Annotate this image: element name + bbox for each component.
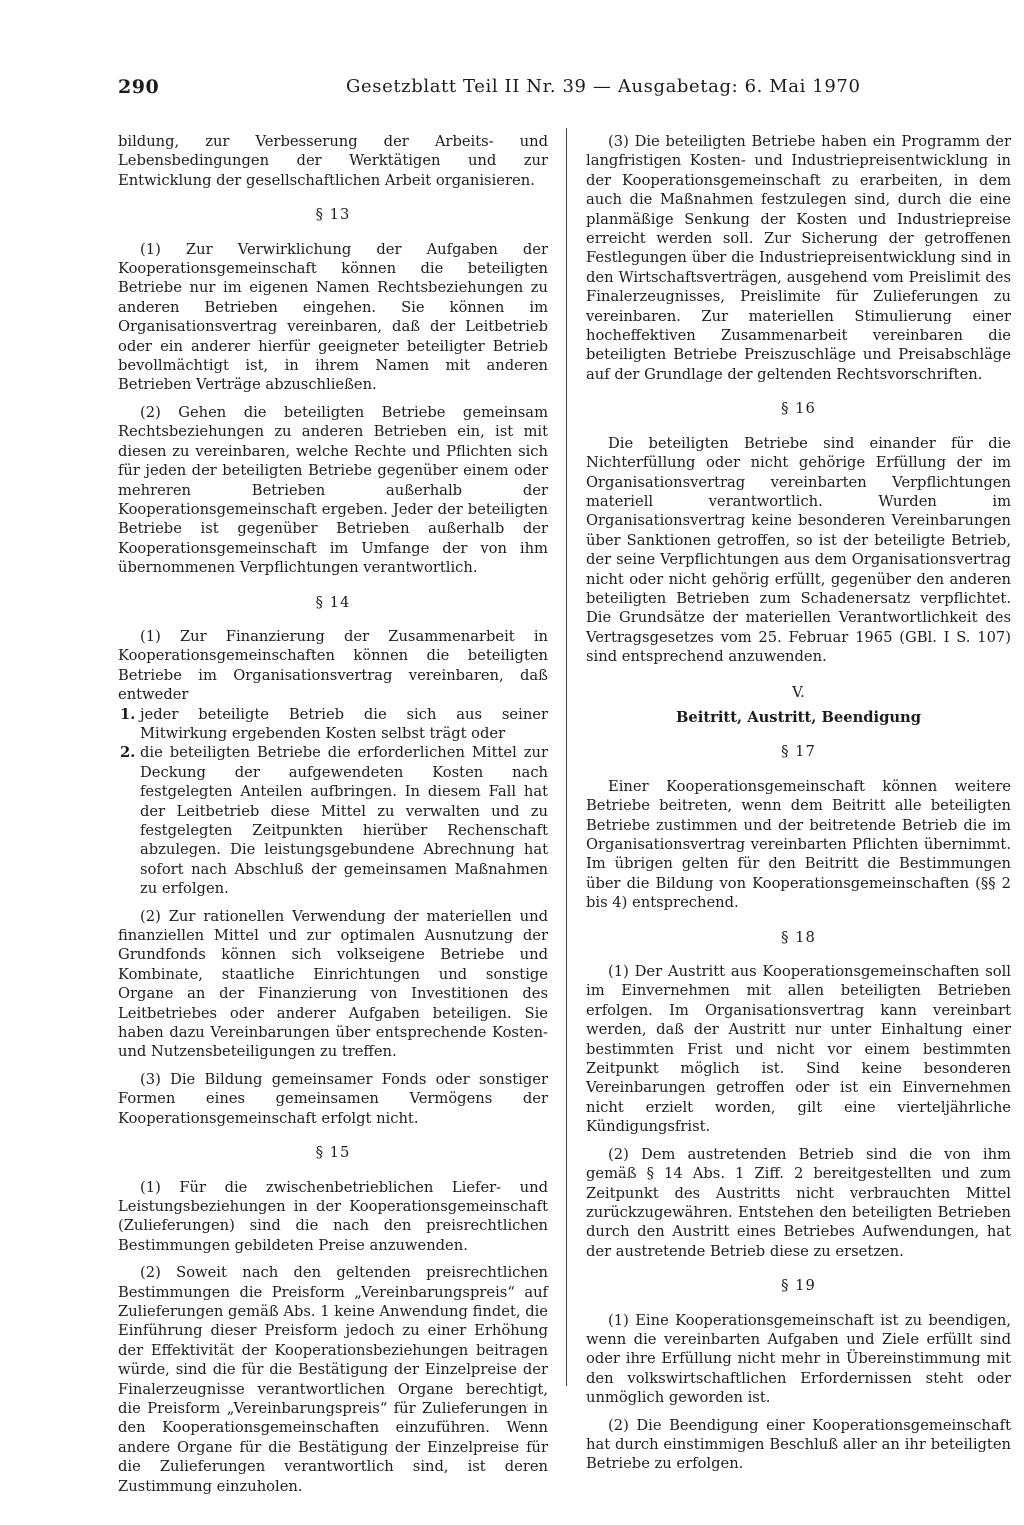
section-14-paragraph-1: (1) Zur Finanzierung der Zusammenarbeit in Kooperationsgemeinschaften können die beteiligten Betriebe im Organisationsvertrag vereinbaren, daß entweder (118, 627, 548, 704)
section-15-title: § 15 (315, 1144, 351, 1162)
section-16-title: § 16 (781, 400, 816, 418)
section-18-paragraph-2: (2) Dem austretenden Betrieb sind die von ihm gemäß § 14 Abs. 1 Ziff. 2 bereitgestellten und zum Zeitpunkt des Austritts nicht verbrauchten Mittel zurückzugewähren. Entstehen den beteiligten Betrieben durch den Austritt eines Betriebes Aufwendungen, hat der austretende Betrieb diese zu ersetzen. (586, 1145, 1011, 1260)
section-15-paragraph-1: (1) Für die zwischenbetrieblichen Liefer- und Leistungsbeziehungen in der Kooperationsgemeinschaft (Zulieferungen) sind die nach den preisrechtlichen Bestimmungen gebildeten Preise anzuwenden. (118, 1178, 548, 1254)
list-item-text: die beteiligten Betriebe die erforderlichen Mittel zur Deckung der aufgewendeten Kosten nach festgelegten Anteilen aufbringen. In diesem Fall hat der Leitbetrieb diese Mittel zu verwalten und zu festgelegten Zeitpunkten hierüber Rechenschaft abzulegen. Die leistungsgebundene Abrechnung hat sofort nach Abschluß der gemeinsamen Maßnahmen zu erfolgen. (140, 744, 548, 898)
column-divider (566, 128, 567, 1386)
page-number: 290 (118, 76, 160, 98)
list-item-text: jeder beteiligte Betrieb die sich aus seiner Mitwirkung ergebenden Kosten selbst trägt oder (140, 705, 548, 742)
chapter-title: Beitritt, Austritt, Beendigung (675, 708, 921, 726)
section-18-paragraph-1: (1) Der Austritt aus Kooperationsgemeinschaften soll im Einvernehmen mit allen beteiligten Betrieben erfolgen. Im Organisationsvertrag kann vereinbart werden, daß der Austritt nur unter Einhaltung einer bestimmten Frist und nicht vor einem bestimmten Zeitpunkt möglich ist. Sind keine besonderen Vereinbarungen getroffen oder ist ein Einvernehmen nicht erzielt worden, gilt eine vierteljährliche Kündigungsfrist. (586, 963, 1011, 1136)
section-14-paragraph-2: (2) Zur rationellen Verwendung der materiellen und finanziellen Mittel und zur optimalen Ausnutzung der Grundfonds können sich volkseigene Betriebe und Kombinate, staatliche Einrichtungen und sonstige Organe an der Finanzierung von Investitionen des Leitbetriebes oder anderer Aufgaben beteiligen. Sie haben dazu Vereinbarungen über entsprechende Kosten- und Nutzensbeteiligungen zu treffen. (118, 907, 548, 1061)
page-header (118, 76, 1018, 106)
section-19-paragraph-1: (1) Eine Kooperationsgemeinschaft ist zu beendigen, wenn die vereinbarten Aufgaben und Ziele erfüllt sind oder ihre Erfüllung nicht mehr in Übereinstimmung mit den volkswirtschaftlichen Erfordernissen steht oder unmöglich geworden ist. (586, 1311, 1011, 1407)
section-14-paragraph-3: (3) Die Bildung gemeinsamer Fonds oder sonstiger Formen eines gemeinsamen Vermögens der Kooperationsgemeinschaft erfolgt nicht. (118, 1070, 548, 1127)
chapter-numeral: V. (792, 683, 805, 701)
section-13-title: § 13 (315, 206, 351, 224)
list-item (118, 743, 548, 898)
section-17-title: § 17 (781, 743, 816, 761)
list-item-number: 2. (120, 744, 136, 762)
section-18-title: § 18 (781, 928, 816, 946)
section-13-paragraph-2: (2) Gehen die beteiligten Betriebe gemeinsam Rechtsbeziehungen zu anderen Betrieben ein, ist mit diesen zu vereinbaren, welche Rechte und Pflichten sich für jeden der beteiligten Betriebe gegenüber einem oder mehreren Betrieben außerhalb der Kooperationsgemeinschaft ergeben. Jeder der beteiligten Betriebe ist gegenüber Betrieben außerhalb der Kooperationsgemeinschaft im Umfange der von ihm übernommenen Verpflichtungen verantwortlich. (118, 403, 548, 577)
intro-paragraph: bildung, zur Verbesserung der Arbeits- und Lebensbedingungen der Werktätigen und zur Entwicklung der gesellschaftlichen Arbeit organisieren. (118, 133, 548, 189)
section-13-paragraph-1: (1) Zur Verwirklichung der Aufgaben der Kooperationsgemeinschaft können die beteiligten Betriebe nur im eigenen Namen Rechtsbeziehungen zu anderen Betrieben eingehen. Sie können im Organisationsvertrag vereinbaren, daß der Leitbetrieb oder ein anderer hierfür geeigneter beteiligter Betrieb bevollmächtigt ist, in ihrem Namen mit anderen Betrieben Verträge abzuschließen. (118, 240, 548, 394)
section-14-title: § 14 (315, 593, 351, 611)
right-column (586, 132, 1011, 1474)
left-column (118, 132, 548, 1496)
section-15-paragraph-3: (3) Die beteiligten Betriebe haben ein Programm der langfristigen Kosten- und Industriepreisentwicklung in der Kooperationsgemeinschaft zu erarbeiten, in dem auch die Maßnahmen festzulegen sind, durch die eine planmäßige Senkung der Kosten und Industriepreise erreicht werden soll. Zur Sicherung der getroffenen Festlegungen über die Industriepreisentwicklung sind in den Wirtschaftsverträgen, ausgehend vom Preislimit des Finalerzeugnisses, Preislimite für Zulieferungen zu vereinbaren. Zur materiellen Stimulierung einer hocheffektiven Zusammenarbeit vereinbaren die beteiligten Betriebe Preiszuschläge und Preisabschläge auf der Grundlage der geltenden Rechtsvorschriften. (586, 133, 1011, 383)
section-19-title: § 19 (781, 1277, 816, 1295)
list-item-number: 1. (120, 705, 136, 723)
section-17-paragraph-1: Einer Kooperationsgemeinschaft können weitere Betriebe beitreten, wenn dem Beitritt alle beteiligten Betriebe zustimmen und der beitretende Betrieb die im Organisationsvertrag vereinbarten Pflichten übernimmt. Im übrigen gelten für den Beitritt die Bestimmungen über die Bildung von Kooperationsgemeinschaften (§§ 2 bis 4) entsprechend. (586, 777, 1011, 912)
list-item (118, 705, 548, 744)
section-19-paragraph-2: (2) Die Beendigung einer Kooperationsgemeinschaft hat durch einstimmigen Beschluß aller an ihr beteiligten Betriebe zu erfolgen. (586, 1416, 1011, 1473)
section-16-paragraph-1: Die beteiligten Betriebe sind einander für die Nichterfüllung oder nicht gehörige Erfüllung der im Organisationsvertrag vereinbarten Verpflichtungen materiell verantwortlich. Wurden im Organisationsvertrag keine besonderen Vereinbarungen über Sanktionen getroffen, so ist der beteiligte Betrieb, der seine Verpflichtungen aus dem Organisationsvertrag nicht oder nicht gehörig erfüllt, gegenüber den anderen beteiligten Betrieben zum Schadenersatz verpflichtet. Die Grundsätze der materiellen Verantwortlichkeit des Vertragsgesetzes vom 25. Februar 1965 (GBl. I S. 107) sind entsprechend anzuwenden. (586, 434, 1011, 666)
running-title: Gesetzblatt Teil II Nr. 39 — Ausgabetag: 6. Mai 1970 (346, 76, 861, 97)
section-15-paragraph-2: (2) Soweit nach den geltenden preisrechtlichen Bestimmungen die Preisform „Vereinbarungspreis“ auf Zulieferungen gemäß Abs. 1 keine Anwendung findet, die Einführung dieser Preisform jedoch zu einer Erhöhung der Effektivität der Kooperationsbeziehungen beitragen würde, sind die für die Bestätigung der Einzelpreise der Finalerzeugnisse verantwortlichen Organe berechtigt, die Preisform „Vereinbarungspreis“ für Zulieferungen in den Kooperationsgemeinschaften einzuführen. Wenn andere Organe für die Bestätigung der Einzelpreise für die Zulieferungen verantwortlich sind, ist deren Zustimmung einzuholen. (118, 1264, 548, 1495)
